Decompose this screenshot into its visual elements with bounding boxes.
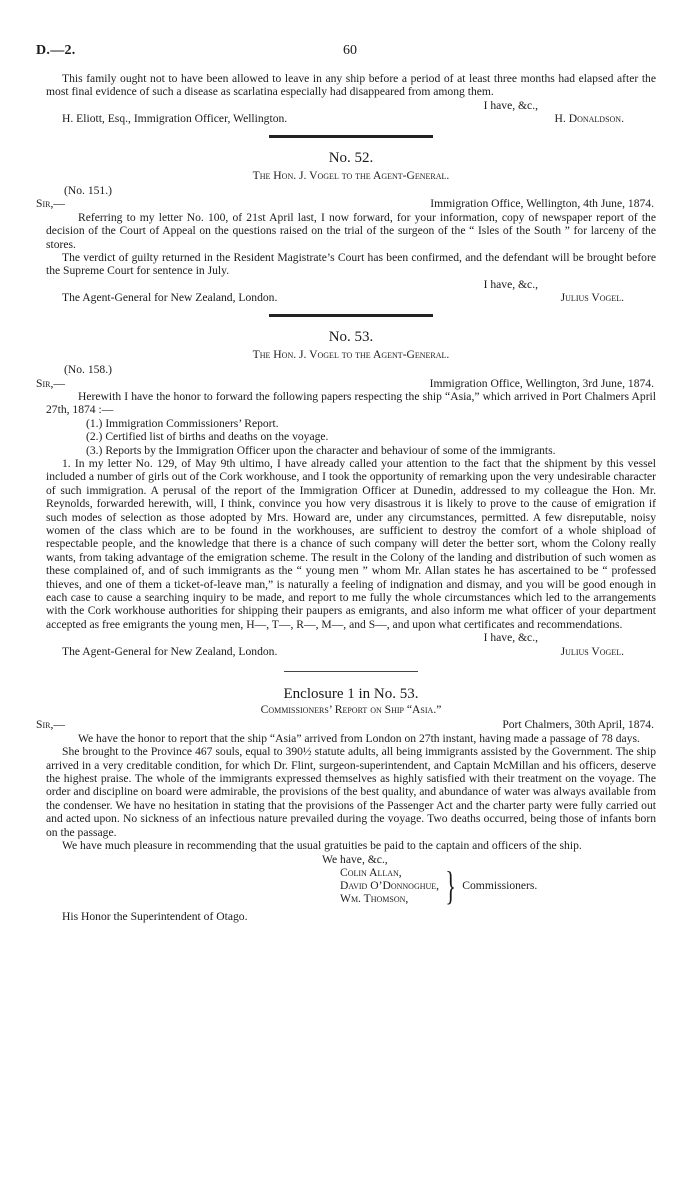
- salutation: Sir,—: [36, 197, 65, 211]
- page-content: [36, 70, 656, 923]
- letter-ref-number: (No. 151.): [64, 184, 112, 198]
- letter-intro: Herewith I have the honor to forward the following papers respecting the ship “Asia,” which arrived in Port Chalmers April 27th, 1874 :—: [46, 389, 656, 417]
- closing: We have, &c.,: [322, 852, 388, 866]
- addressee: The Agent-General for New Zealand, London.: [62, 291, 278, 305]
- enclosure-subtitle: Commissioners’ Report on Ship “Asia.”: [260, 703, 442, 717]
- place-date: Port Chalmers, 30th April, 1874.: [502, 718, 654, 732]
- letter-title: No. 52.: [328, 149, 374, 166]
- signatory-names: [340, 866, 439, 905]
- page-number: 60: [343, 43, 357, 58]
- salutation: Sir,—: [36, 376, 65, 390]
- list-item: (2.) Certified list of births and deaths on the voyage.: [86, 430, 329, 444]
- report-paragraph: We have much pleasure in recommending that the usual gratuities be paid to the captain and officers of the ship.: [62, 839, 582, 853]
- place-date: Immigration Office, Wellington, 4th June, 1874.: [430, 197, 654, 211]
- report-paragraph: She brought to the Province 467 souls, equal to 390½ statute adults, all being immigrants assisted by the Government. The ship arrived in a very creditable condition, for which Dr. Flint, surgeon-superintendent, and Captain McMillan and his officers, deserve the highest praise. The whole of the immigrants expressed themselves as highly satisfied with their treatment on the voyage. The order and discipline on board were admirable, the provisions of the best quality, and abundance of water was always available from the condenser. We have no hesitation in stating that the provisions of the Passenger Act and the charter party were fully carried out and acted upon. No sickness of an infectious nature prevailed during the voyage. Two deaths occurred, being those of infants born on the passage.: [46, 745, 656, 839]
- signatory: Wm. Thomson,: [340, 892, 409, 906]
- signature-row: [46, 291, 656, 304]
- letter-paragraph: The verdict of guilty returned in the Resident Magistrate’s Court has been confirmed, and the defendant will be brought before the Supreme Court for sentence in July.: [46, 251, 656, 278]
- letter-paragraph: Referring to my letter No. 100, of 21st April last, I now forward, for your information, copy of newspaper report of the decision of the Court of Appeal on the questions raised on the trial of the surgeon of the “ Isles of the South ” for larceny of the stores.: [46, 210, 656, 251]
- signatory: Colin Allan,: [340, 866, 402, 880]
- enclosure-list: [46, 417, 656, 457]
- closing: I have, &c.,: [483, 98, 538, 112]
- salutation: Sir,—: [36, 718, 65, 732]
- signatory-role: Commissioners.: [462, 879, 538, 893]
- salutation-row: [36, 376, 656, 390]
- salutation-row: [36, 718, 656, 732]
- section-rule: [284, 671, 418, 672]
- addressee: H. Eliott, Esq., Immigration Officer, Wellington.: [62, 112, 288, 126]
- commissioners-signature: [340, 862, 656, 908]
- signatory: Julius Vogel.: [560, 644, 624, 658]
- signatory: H. Donaldson.: [554, 112, 624, 126]
- letter-subtitle: The Hon. J. Vogel to the Agent-General.: [252, 168, 450, 182]
- section-rule: [269, 314, 433, 317]
- place-date: Immigration Office, Wellington, 3rd June, 1874.: [429, 376, 654, 390]
- enclosure-title: Enclosure 1 in No. 53.: [283, 686, 419, 703]
- closing: I have, &c.,: [483, 631, 538, 645]
- letter-subtitle: The Hon. J. Vogel to the Agent-General.: [252, 347, 450, 361]
- section-rule: [269, 135, 433, 138]
- addressee: The Agent-General for New Zealand, London.: [62, 644, 278, 658]
- salutation-row: [36, 197, 656, 211]
- page-ref: D.—2.: [36, 43, 76, 58]
- signatory: Julius Vogel.: [560, 291, 624, 305]
- signatory: David O’Donnoghue,: [340, 879, 440, 893]
- signature-row: [46, 112, 656, 125]
- letter-paragraph: 1. In my letter No. 129, of May 9th ultimo, I have already called your attention to the fact that the shipment by this vessel included a number of girls out of the Cork workhouse, and I took the opportunity of remarking upon the very undesirable character of such immigration. A perusal of the report of the Immigration Officer at Dunedin, addressed to my colleague the Hon. Mr. Reynolds, forwarded herewith, will, I think, convince you how very disastrous it is likely to prove to the cause of emigration if such modes of selection as those adopted by Mrs. Howard are, under any circumstances, permitted. A few disreputable, noisy women of the class which are to be found in the workhouses, are sufficient to destroy the comfort of a whole shipload of respectable people, and the knowledge that there is a chance of such company will deter the better sort, whom the Colony really wants, from taking advantage of the emigration scheme. The result in the Colony of the landing and distribution of such women as these complained of, and of such immigrants as the “ young men ” whom Mr. Allan states he has ascertained to be “ professed thieves, and one of them a ticket-of-leave man,” is naturally a feeling of indignation and dismay, and you will be good enough in each case to cause a searching inquiry to be made, and report to me fully the whole circumstances which led to the arrangements with the Cork workhouse authorities for shipping their paupers as emigrants, and also inform me what officer of your department accepted as free emigrants the young men, H—, T—, R—, M—, and S—, and upon what certificates and recommendations.: [46, 456, 656, 631]
- closing: I have, &c.,: [483, 277, 538, 291]
- list-item: (1.) Immigration Commissioners’ Report.: [86, 416, 279, 430]
- letter-title: No. 53.: [328, 328, 374, 345]
- report-paragraph: We have the honor to report that the ship “Asia” arrived from London on 27th instant, having made a passage of 78 days.: [78, 731, 640, 745]
- continuation-paragraph: This family ought not to have been allowed to leave in any ship before a period of at least three months had elapsed after the most final evidence of such a disease as scarlatina especially had disappeared from among them.: [46, 72, 656, 99]
- letter-ref-number: (No. 158.): [64, 363, 112, 377]
- signature-row: [46, 645, 656, 658]
- addressee: His Honor the Superintendent of Otago.: [62, 909, 248, 923]
- list-item: (3.) Reports by the Immigration Officer upon the character and behaviour of some of the immigrants.: [86, 443, 556, 457]
- brace-glyph: }: [445, 862, 456, 908]
